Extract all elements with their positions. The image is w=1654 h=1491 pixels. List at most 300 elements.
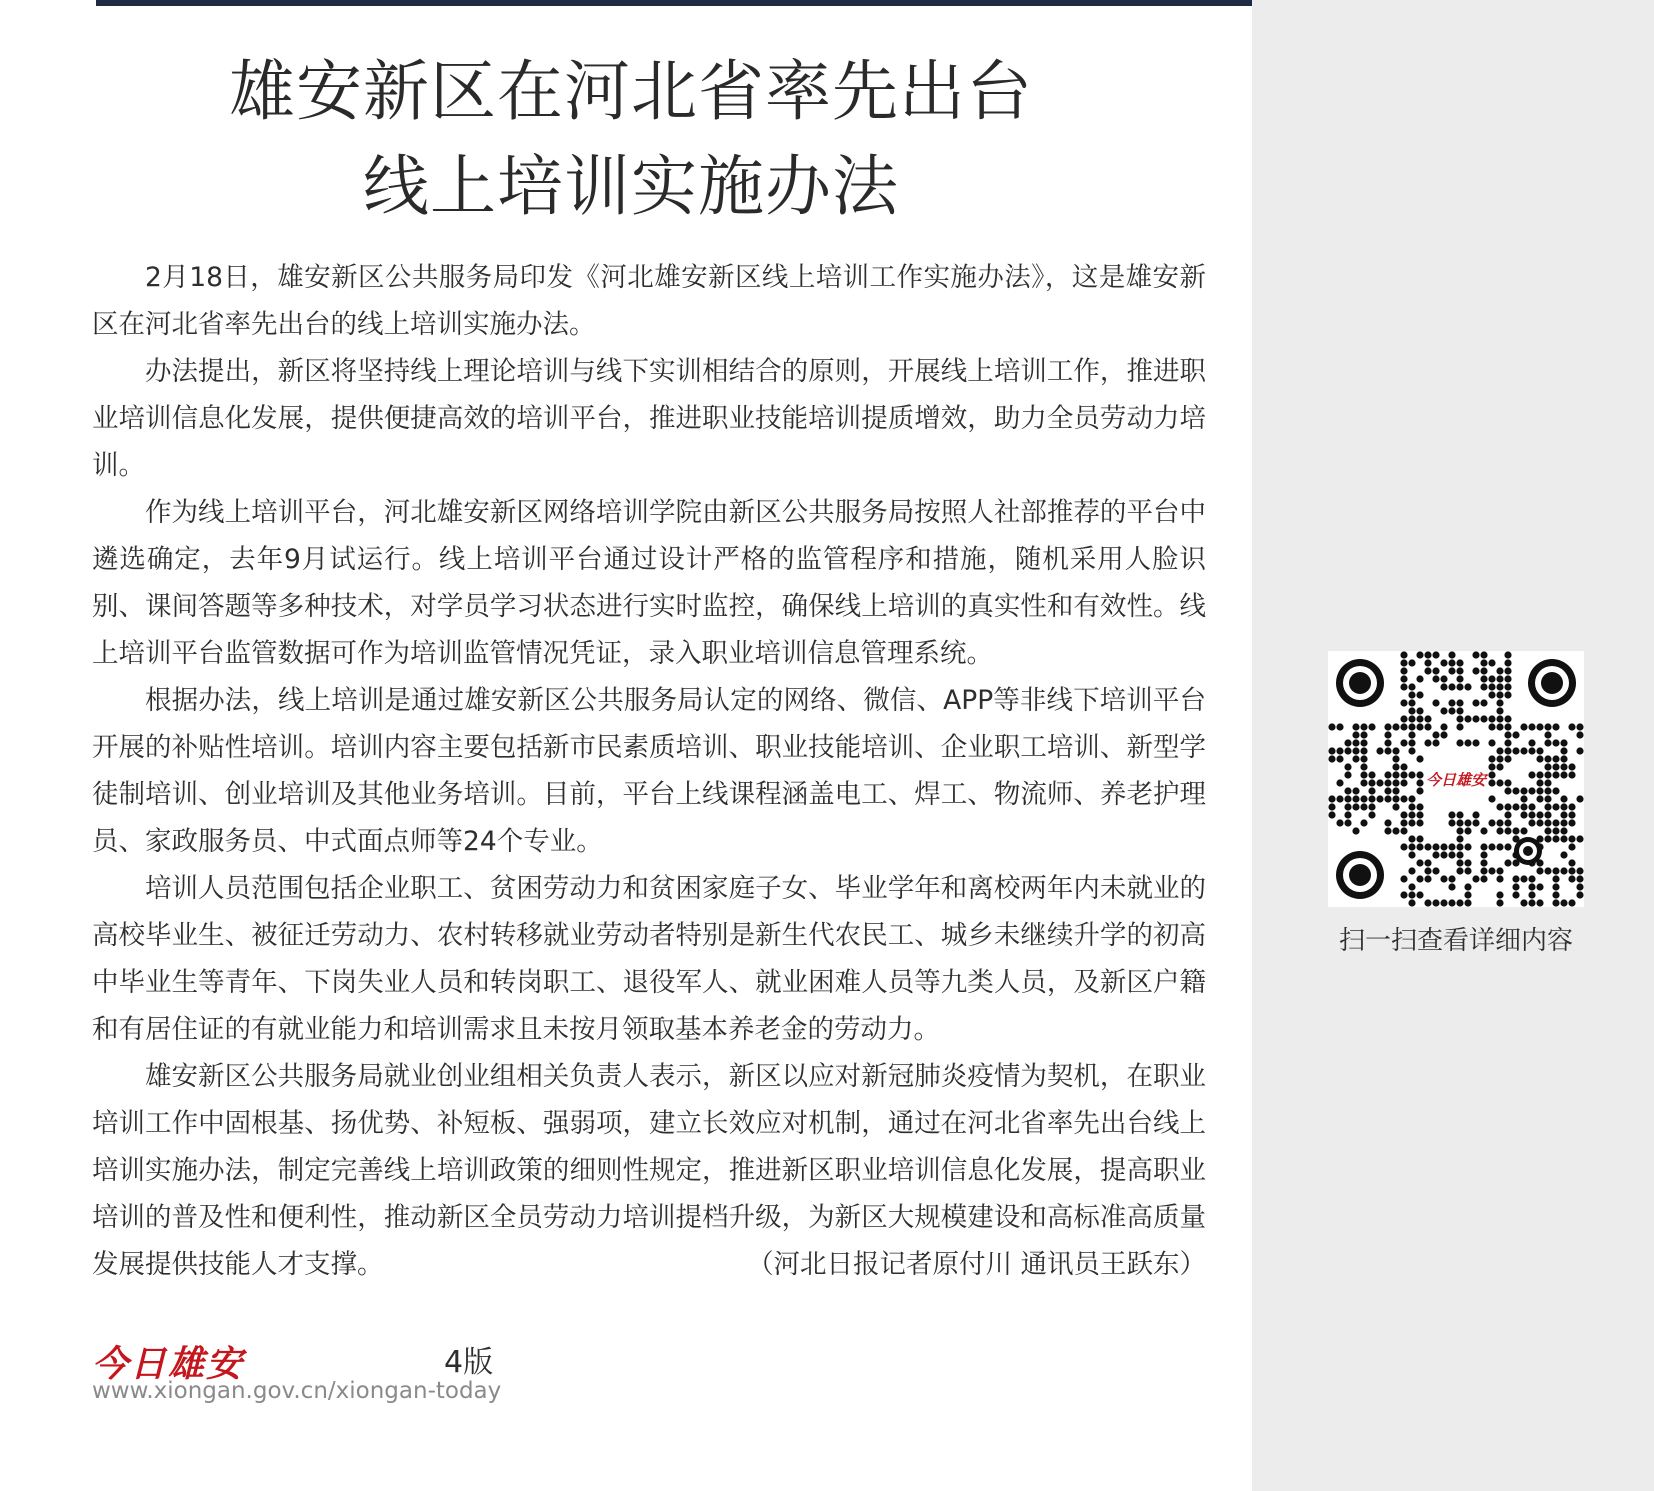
qr-module [1488, 739, 1495, 746]
qr-module [1568, 843, 1575, 850]
qr-module [1344, 771, 1351, 778]
qr-module [1360, 747, 1367, 754]
qr-module [1472, 811, 1479, 818]
qr-finder-bottom-left [1336, 851, 1384, 899]
qr-module [1416, 755, 1423, 762]
qr-module [1448, 851, 1455, 858]
qr-module [1496, 899, 1503, 906]
qr-module [1552, 883, 1559, 890]
qr-module [1504, 811, 1511, 818]
qr-module [1384, 723, 1391, 730]
qr-module [1416, 651, 1423, 658]
qr-module [1416, 835, 1423, 842]
qr-module [1488, 795, 1495, 802]
qr-module [1360, 803, 1367, 810]
qr-module [1496, 843, 1503, 850]
qr-module [1512, 883, 1519, 890]
qr-module [1496, 667, 1503, 674]
qr-module [1496, 707, 1503, 714]
qr-module [1416, 803, 1423, 810]
qr-module [1496, 827, 1503, 834]
qr-module [1568, 819, 1575, 826]
qr-module [1472, 875, 1479, 882]
qr-module [1472, 651, 1479, 658]
qr-module [1480, 683, 1487, 690]
qr-module [1568, 771, 1575, 778]
qr-code[interactable] [1328, 651, 1584, 907]
qr-module [1520, 875, 1527, 882]
qr-module [1568, 859, 1575, 866]
qr-module [1544, 811, 1551, 818]
qr-module [1440, 899, 1447, 906]
qr-module [1504, 723, 1511, 730]
qr-module [1496, 683, 1503, 690]
qr-module [1424, 875, 1431, 882]
qr-module [1416, 723, 1423, 730]
qr-module [1392, 787, 1399, 794]
qr-module [1528, 803, 1535, 810]
qr-module [1560, 739, 1567, 746]
qr-module [1352, 755, 1359, 762]
qr-module [1408, 899, 1415, 906]
qr-module [1360, 771, 1367, 778]
qr-module [1360, 763, 1367, 770]
qr-module [1440, 723, 1447, 730]
qr-module [1560, 803, 1567, 810]
qr-module [1512, 827, 1519, 834]
qr-module [1352, 803, 1359, 810]
qr-module [1440, 875, 1447, 882]
qr-module [1424, 667, 1431, 674]
qr-module [1352, 795, 1359, 802]
qr-module [1464, 859, 1471, 866]
qr-module [1496, 715, 1503, 722]
qr-module [1408, 731, 1415, 738]
qr-module [1408, 723, 1415, 730]
article-paragraph: 2月18日，雄安新区公共服务局印发《河北雄安新区线上培训工作实施办法》，这是雄安新区在河北省率先出台的线上培训实施办法。 [92, 262, 1206, 340]
qr-module [1512, 875, 1519, 882]
article-paragraph: 根据办法，线上培训是通过雄安新区公共服务局认定的网络、微信、APP等非线下培训平台开展的补贴性培训。培训内容主要包括新市民素质培训、职业技能培训、企业职工培训、新型学徒制培训、创业培训及其他业务培训。目前，平台上线课程涵盖电工、焊工、物流师、养老护理员、家政服务员、中式面点师等24个专业。 [92, 685, 1206, 857]
qr-module [1432, 699, 1439, 706]
footer-url[interactable]: www.xiongan.gov.cn/xiongan-today [92, 1378, 502, 1404]
qr-module [1336, 795, 1343, 802]
qr-module [1424, 723, 1431, 730]
qr-module [1352, 731, 1359, 738]
qr-module [1472, 739, 1479, 746]
qr-module [1496, 691, 1503, 698]
qr-module [1448, 883, 1455, 890]
newspaper-logo: 今日雄安 [92, 1343, 245, 1385]
qr-module [1488, 779, 1495, 786]
qr-module [1424, 715, 1431, 722]
qr-finder-top-left [1336, 659, 1384, 707]
qr-module [1552, 835, 1559, 842]
qr-module [1416, 715, 1423, 722]
qr-module [1544, 723, 1551, 730]
qr-module [1360, 819, 1367, 826]
article-body [92, 254, 1206, 1288]
qr-module [1456, 859, 1463, 866]
qr-module [1568, 723, 1575, 730]
qr-module [1432, 731, 1439, 738]
qr-module [1544, 795, 1551, 802]
qr-module [1440, 683, 1447, 690]
qr-module [1400, 651, 1407, 658]
qr-module [1488, 771, 1495, 778]
qr-module [1552, 723, 1559, 730]
qr-module [1448, 667, 1455, 674]
qr-module [1416, 875, 1423, 882]
qr-module [1344, 739, 1351, 746]
qr-module [1552, 763, 1559, 770]
qr-module [1424, 867, 1431, 874]
qr-module [1400, 891, 1407, 898]
qr-module [1400, 683, 1407, 690]
qr-module [1480, 675, 1487, 682]
qr-module [1400, 875, 1407, 882]
qr-module [1400, 667, 1407, 674]
qr-module [1368, 803, 1375, 810]
qr-module [1576, 891, 1583, 898]
qr-module [1472, 667, 1479, 674]
qr-module [1416, 675, 1423, 682]
qr-module [1408, 891, 1415, 898]
qr-module [1504, 843, 1511, 850]
qr-module [1528, 891, 1535, 898]
qr-module [1456, 811, 1463, 818]
qr-module [1576, 723, 1583, 730]
qr-module [1400, 715, 1407, 722]
qr-module [1448, 707, 1455, 714]
qr-module [1440, 707, 1447, 714]
qr-module [1408, 715, 1415, 722]
qr-module [1400, 771, 1407, 778]
qr-module [1408, 747, 1415, 754]
qr-module [1560, 851, 1567, 858]
qr-module [1568, 875, 1575, 882]
qr-module [1488, 675, 1495, 682]
qr-module [1352, 787, 1359, 794]
qr-module [1432, 667, 1439, 674]
qr-module [1408, 851, 1415, 858]
qr-module [1488, 691, 1495, 698]
qr-module [1528, 739, 1535, 746]
qr-module [1456, 715, 1463, 722]
qr-module [1400, 739, 1407, 746]
qr-module [1448, 875, 1455, 882]
qr-module [1464, 867, 1471, 874]
qr-module [1408, 803, 1415, 810]
qr-module [1408, 739, 1415, 746]
qr-module [1344, 747, 1351, 754]
qr-module [1560, 827, 1567, 834]
qr-module [1368, 779, 1375, 786]
qr-module [1464, 827, 1471, 834]
qr-module [1416, 811, 1423, 818]
qr-module [1464, 683, 1471, 690]
qr-module [1336, 723, 1343, 730]
qr-module [1448, 819, 1455, 826]
qr-module [1552, 739, 1559, 746]
qr-module [1456, 899, 1463, 906]
qr-module [1456, 867, 1463, 874]
qr-module [1528, 875, 1535, 882]
title-line-1: 雄安新区在河北省率先出台 [229, 53, 1033, 130]
qr-module [1504, 683, 1511, 690]
qr-module [1328, 811, 1335, 818]
qr-module [1520, 811, 1527, 818]
qr-module [1448, 659, 1455, 666]
qr-module [1432, 843, 1439, 850]
qr-module [1416, 819, 1423, 826]
qr-module [1576, 867, 1583, 874]
qr-caption: 扫一扫查看详细内容 [1338, 926, 1573, 956]
qr-module [1408, 819, 1415, 826]
qr-module [1360, 779, 1367, 786]
qr-module [1536, 723, 1543, 730]
qr-module [1440, 851, 1447, 858]
qr-module [1552, 875, 1559, 882]
qr-module [1544, 835, 1551, 842]
qr-module [1456, 827, 1463, 834]
qr-module [1544, 827, 1551, 834]
qr-module [1424, 899, 1431, 906]
qr-module [1544, 771, 1551, 778]
qr-module [1568, 899, 1575, 906]
qr-module [1400, 843, 1407, 850]
qr-module [1568, 811, 1575, 818]
qr-module [1504, 819, 1511, 826]
article-paragraph-last [92, 1053, 1206, 1288]
qr-module [1464, 739, 1471, 746]
qr-module [1496, 763, 1503, 770]
qr-logo-text: 今日雄安 [1425, 771, 1487, 789]
qr-module [1480, 851, 1487, 858]
qr-module [1408, 707, 1415, 714]
qr-module [1520, 803, 1527, 810]
qr-module [1496, 699, 1503, 706]
qr-module [1552, 867, 1559, 874]
qr-module [1520, 723, 1527, 730]
qr-module [1576, 835, 1583, 842]
qr-module [1448, 899, 1455, 906]
qr-module [1360, 755, 1367, 762]
qr-module [1496, 875, 1503, 882]
qr-module [1488, 843, 1495, 850]
qr-module [1368, 771, 1375, 778]
qr-module [1384, 787, 1391, 794]
qr-module [1440, 843, 1447, 850]
qr-module [1488, 755, 1495, 762]
qr-module [1488, 715, 1495, 722]
qr-module [1400, 675, 1407, 682]
qr-module [1528, 819, 1535, 826]
qr-module [1344, 811, 1351, 818]
qr-module [1424, 659, 1431, 666]
qr-module [1336, 747, 1343, 754]
qr-module [1392, 803, 1399, 810]
qr-module [1368, 723, 1375, 730]
qr-module [1344, 819, 1351, 826]
qr-module [1400, 659, 1407, 666]
qr-module [1416, 787, 1423, 794]
qr-module [1520, 747, 1527, 754]
qr-module [1432, 867, 1439, 874]
qr-module [1400, 819, 1407, 826]
qr-module [1488, 659, 1495, 666]
qr-module [1432, 851, 1439, 858]
qr-module [1384, 827, 1391, 834]
qr-module [1480, 667, 1487, 674]
qr-module [1400, 763, 1407, 770]
qr-module [1504, 803, 1511, 810]
qr-finder-top-right [1528, 659, 1576, 707]
qr-module [1568, 835, 1575, 842]
qr-module [1552, 899, 1559, 906]
qr-module [1560, 819, 1567, 826]
qr-module [1568, 867, 1575, 874]
qr-module [1560, 899, 1567, 906]
qr-module [1488, 867, 1495, 874]
qr-module [1488, 819, 1495, 826]
qr-module [1392, 827, 1399, 834]
qr-module [1480, 699, 1487, 706]
qr-module [1424, 739, 1431, 746]
qr-module [1560, 835, 1567, 842]
qr-module [1344, 795, 1351, 802]
qr-module [1392, 771, 1399, 778]
qr-module [1368, 795, 1375, 802]
qr-module [1408, 811, 1415, 818]
qr-module [1504, 747, 1511, 754]
qr-module [1544, 803, 1551, 810]
qr-module [1328, 803, 1335, 810]
qr-module [1488, 723, 1495, 730]
qr-module [1552, 755, 1559, 762]
qr-module [1456, 667, 1463, 674]
qr-module [1400, 699, 1407, 706]
qr-module [1448, 683, 1455, 690]
qr-module [1408, 691, 1415, 698]
qr-module [1432, 739, 1439, 746]
qr-module [1448, 811, 1455, 818]
qr-module [1424, 859, 1431, 866]
qr-module [1512, 731, 1519, 738]
qr-module [1496, 675, 1503, 682]
qr-module [1552, 891, 1559, 898]
article-paragraph-text: 雄安新区公共服务局就业创业组相关负责人表示，新区以应对新冠肺炎疫情为契机，在职业培训工作中固根基、扬优势、补短板、强弱项，建立长效应对机制，通过在河北省率先出台线上培训实施办法，制定完善线上培训政策的细则性规定，推进新区职业培训信息化发展，提高职业培训的普及性和便利性，推动新区全员劳动力培训提档升级，为新区大规模建设和高标准高质量发展提供技能人才支撑。 [92, 1061, 1206, 1280]
qr-module [1456, 843, 1463, 850]
qr-module [1560, 747, 1567, 754]
qr-module [1392, 795, 1399, 802]
qr-module [1528, 747, 1535, 754]
qr-module [1504, 827, 1511, 834]
qr-module [1520, 787, 1527, 794]
qr-module [1416, 891, 1423, 898]
qr-module [1352, 827, 1359, 834]
qr-module [1520, 795, 1527, 802]
qr-module [1536, 795, 1543, 802]
qr-module [1576, 747, 1583, 754]
qr-module [1568, 763, 1575, 770]
qr-module [1408, 771, 1415, 778]
qr-module [1416, 771, 1423, 778]
qr-module [1336, 819, 1343, 826]
qr-module [1352, 739, 1359, 746]
qr-module [1528, 723, 1535, 730]
qr-module [1456, 819, 1463, 826]
qr-module [1496, 803, 1503, 810]
qr-module [1368, 787, 1375, 794]
qr-module [1344, 803, 1351, 810]
qr-module [1400, 795, 1407, 802]
page-title [96, 44, 1166, 234]
qr-module [1472, 819, 1479, 826]
qr-module [1456, 659, 1463, 666]
qr-module [1456, 851, 1463, 858]
qr-module [1384, 731, 1391, 738]
qr-module [1552, 787, 1559, 794]
qr-module [1536, 755, 1543, 762]
edition-label: 4版 [444, 1345, 494, 1380]
qr-module [1512, 787, 1519, 794]
qr-module [1384, 739, 1391, 746]
qr-module [1368, 811, 1375, 818]
qr-module [1416, 843, 1423, 850]
qr-module [1544, 763, 1551, 770]
qr-module [1400, 779, 1407, 786]
article-paragraph: 办法提出，新区将坚持线上理论培训与线下实训相结合的原则，开展线上培训工作，推进职业培训信息化发展，提供便捷高效的培训平台，推进职业技能培训提质增效，助力全员劳动力培训。 [92, 356, 1206, 481]
qr-module [1536, 899, 1543, 906]
qr-module [1456, 707, 1463, 714]
qr-module [1360, 723, 1367, 730]
qr-module [1464, 843, 1471, 850]
qr-module [1408, 843, 1415, 850]
qr-module [1576, 795, 1583, 802]
qr-module [1440, 731, 1447, 738]
qr-module [1560, 755, 1567, 762]
qr-module [1496, 779, 1503, 786]
qr-module [1408, 659, 1415, 666]
qr-module [1464, 891, 1471, 898]
qr-module [1480, 867, 1487, 874]
qr-module [1352, 747, 1359, 754]
qr-module [1408, 835, 1415, 842]
qr-module [1536, 787, 1543, 794]
qr-module [1456, 675, 1463, 682]
qr-module [1504, 731, 1511, 738]
qr-module [1560, 771, 1567, 778]
qr-module [1488, 683, 1495, 690]
qr-module [1408, 795, 1415, 802]
qr-module [1576, 883, 1583, 890]
qr-module [1504, 739, 1511, 746]
qr-module [1408, 867, 1415, 874]
qr-module [1360, 739, 1367, 746]
qr-module [1384, 819, 1391, 826]
qr-module [1504, 659, 1511, 666]
qr-module [1432, 651, 1439, 658]
qr-module [1400, 811, 1407, 818]
qr-module [1408, 699, 1415, 706]
qr-module [1448, 699, 1455, 706]
qr-module [1416, 859, 1423, 866]
qr-module [1464, 819, 1471, 826]
qr-module [1472, 699, 1479, 706]
article-paragraph: 作为线上培训平台，河北雄安新区网络培训学院由新区公共服务局按照人社部推荐的平台中遴选确定，去年9月试运行。线上培训平台通过设计严格的监管程序和措施，随机采用人脸识别、课间答题等多种技术，对学员学习状态进行实时监控，确保线上培训的真实性和有效性。线上培训平台监管数据可作为培训监管情况凭证，录入职业培训信息管理系统。 [92, 497, 1206, 669]
qr-module [1456, 835, 1463, 842]
qr-module [1504, 667, 1511, 674]
